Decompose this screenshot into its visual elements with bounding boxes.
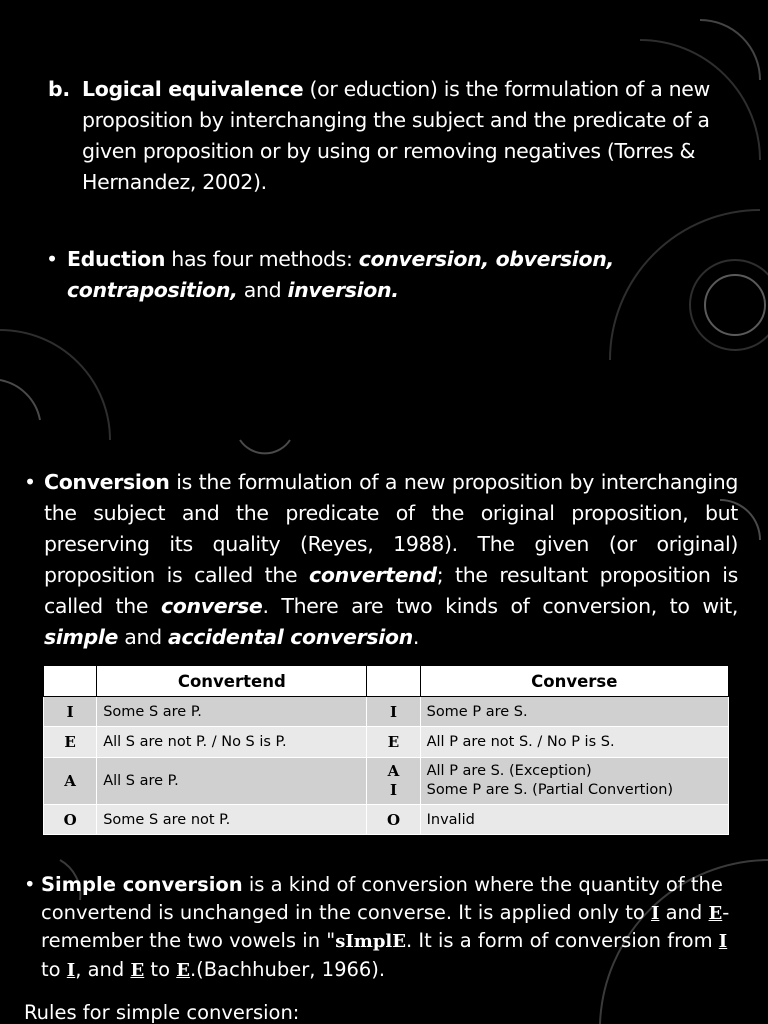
letter-i: I — [389, 781, 398, 799]
conversion-text2: ; the resultant proposition is called the — [44, 563, 738, 618]
vowel-e: E — [130, 959, 145, 981]
word-s: s — [335, 931, 346, 952]
converse-cell: Some P are S. — [420, 697, 728, 727]
term-eduction: Eduction — [67, 247, 166, 271]
eduction-methods: conversion, obversion, contraposition, — [67, 247, 614, 302]
word-e: E — [392, 931, 407, 952]
conversion-bullet — [24, 467, 738, 653]
vowel-i: I — [718, 931, 728, 952]
simple-conversion-body — [41, 871, 738, 984]
logical-equivalence-item — [48, 74, 748, 198]
conversion-table — [43, 665, 729, 835]
letter-a: A — [387, 762, 400, 780]
conversion-end: . — [412, 625, 420, 649]
eduction-body — [67, 244, 686, 306]
simple-and1: and — [659, 900, 709, 924]
bullet-dot: • — [24, 470, 36, 494]
table-row — [44, 697, 729, 727]
letter-cell: O — [367, 805, 420, 835]
eduction-text: has four methods: — [165, 247, 359, 271]
table-row — [44, 727, 729, 758]
letter-cell: O — [44, 805, 97, 835]
converse-cell-stack — [420, 758, 728, 805]
letter-cell: E — [44, 727, 97, 758]
term-accidental: accidental conversion — [167, 625, 413, 649]
vowel-e: E — [176, 959, 190, 981]
word-i: I — [345, 931, 354, 952]
term-convertend: convertend — [309, 563, 437, 587]
simple-text3: . It is a form of conversion from — [406, 929, 719, 952]
conversion-and: and — [118, 625, 168, 649]
simple-text2: - remember the two vowels in " — [41, 900, 730, 952]
header-convertend: Convertend — [97, 666, 367, 697]
converse-exception: All P are S. (Exception) — [426, 763, 592, 779]
simple-to2: to — [144, 957, 177, 981]
eduction-bullet — [46, 244, 686, 306]
letter-cell: A — [44, 758, 97, 805]
conversion-text1: is the formulation of a new proposition by interchanging the subject and the predicate of the original proposition, but preserving its quality (Reyes, 1988). The given (or original) proposition is called the — [44, 470, 738, 587]
header-blank — [367, 666, 420, 697]
header-blank — [44, 666, 97, 697]
table-row — [44, 758, 729, 805]
converse-partial: Some P are S. (Partial Convertion) — [426, 782, 674, 798]
simple-conversion-bullet — [24, 871, 738, 984]
term-logical-equivalence: Logical equivalence — [82, 77, 304, 101]
term-simple-conversion: Simple conversion — [41, 873, 243, 896]
convertend-cell: Some S are not P. — [97, 805, 367, 835]
simple-text1: is a kind of conversion where the quantity of the convertend is unchanged in the converse. It is applied only to — [41, 873, 723, 924]
bullet-dot: • — [24, 873, 36, 896]
eduction-and: and — [237, 278, 288, 302]
term-conversion: Conversion — [44, 470, 170, 494]
bullet-dot: • — [46, 247, 58, 271]
header-converse: Converse — [420, 666, 728, 697]
letter-cell: I — [44, 697, 97, 727]
word-mpl: mpl — [353, 931, 393, 952]
rules-heading: Rules for simple conversion: — [24, 1001, 300, 1024]
convertend-cell: Some S are P. — [97, 697, 367, 727]
letter-cell-stack — [367, 758, 420, 805]
term-simple: simple — [44, 625, 119, 649]
letter-cell: E — [367, 727, 420, 758]
convertend-cell: All S are P. — [97, 758, 367, 805]
converse-cell: All P are not S. / No P is S. — [420, 727, 728, 758]
table-header-row — [44, 666, 729, 697]
item-body — [82, 74, 748, 198]
conversion-body — [44, 467, 738, 653]
simple-and2: , and — [75, 957, 131, 981]
conversion-text3: . There are two kinds of conversion, to wit, — [262, 594, 738, 618]
eduction-last: inversion. — [287, 278, 399, 302]
table-row — [44, 805, 729, 835]
simple-text4: .(Bachhuber, 1966). — [189, 957, 386, 981]
simple-to1: to — [41, 957, 67, 981]
letter-cell: I — [367, 697, 420, 727]
vowel-i: I — [66, 959, 76, 981]
convertend-cell: All S are not P. / No S is P. — [97, 727, 367, 758]
converse-cell: Invalid — [420, 805, 728, 835]
term-converse: converse — [160, 594, 263, 618]
item-text: (or eduction) is the formulation of a new proposition by interchanging the subject and the predicate of a given proposition or by using or removing negatives (Torres & Hernandez, 2002). — [82, 77, 710, 194]
vowel-i: I — [650, 902, 660, 924]
vowel-e: E — [708, 902, 723, 924]
item-label: b. — [48, 77, 70, 101]
